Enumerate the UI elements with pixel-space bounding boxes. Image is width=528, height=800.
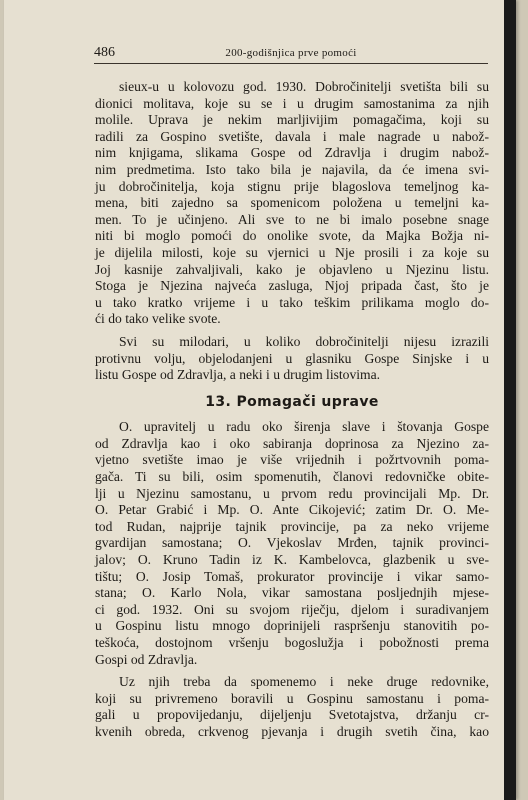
page-header [94,43,488,64]
text-line: gali u propovijedanju, dijeljenju Svetotajstva, držanju cr- [95,707,489,723]
text-line: stana; O. Karlo Nola, vikar samostana posljednjih mjese- [95,585,489,601]
text-line: sieux-u u kolovozu god. 1930. Dobročinitelji svetišta bili su [119,79,489,94]
text-line: Gospi od Zdravlja. [95,651,198,667]
text-line: gvardijan samostana; O. Vjekoslav Mrđen, tajnik provinci- [95,535,489,551]
text-line: lji u Njezinu samostanu, u prvom redu provincijali Mp. Dr. [95,485,489,501]
text-line: je dijelila milosti, koje su vjernici u Nje prosili i za koje su [95,244,489,260]
text-line: tištu; O. Josip Tomaš, prokurator provincije i vikar samo- [95,568,489,584]
text-line: molile. Uprava je nekim marljivijim pomagačima, koji su [95,112,489,128]
text-line: tod Rudan, najprije tajnik provincije, pa za neko vrijeme [95,518,489,534]
text-line: nim knjigama, slikama Gospe od Zdravlja i drugim nabož- [95,145,489,161]
text-line: nim predmetima. Isto tako bila je najavila, da će imena svi- [95,161,489,177]
page-number: 486 [94,45,115,60]
text-line: teškoća, dostojnom vršenju bogoslužja i pobožnosti prema [95,635,489,650]
section-heading: 13. Pomagači uprave [205,393,379,410]
text-line: mena, biti zajedno sa spomenicom položena u temeljni ka- [95,195,489,211]
book-page [4,0,516,800]
text-line: Svi su milodari, u koliko dobročinitelji nijesu izrazili [119,333,489,349]
text-line: niti bi moglo pomoći do onolike svote, da Majka Božja ni- [95,228,489,244]
text-line: koji su privremeno boravili u Gospinu samostanu i poma- [95,690,489,706]
text-line: Uz njih treba da spomenemo i neke druge redovnike, [119,674,489,690]
text-line: u Gospinu listu mnogo doprinijeli raspršenju stanovitih po- [95,618,489,634]
paragraph [95,674,489,740]
text-line: ći do tako velike svote. [95,311,221,327]
text-line: protivnu volju, objelodanjeni u glasniku Gospe Sinjske i u [95,350,489,366]
text-line: kvenih obreda, crkvenog pjevanja i drugih svetih čina, kao [95,723,489,739]
paragraph [95,419,489,668]
text-line: O. upravitelj u radu oko širenja slave i štovanja Gospe [119,419,489,435]
paragraph [95,79,489,328]
text-line: dionici molitava, koje su se i u drugim samostanima za njih [95,95,489,111]
text-line: ci god. 1932. Oni su svojom riječju, djelom i suradivanjem [95,601,489,617]
paragraph [95,334,489,384]
text-line: Stoga je Njezina najveća zasluga, Njoj pripada čast, što je [95,278,489,294]
text-line: listu Gospe od Zdravlja, a neki i u drugim listovima. [95,367,381,383]
text-line: O. Petar Grabić i Mp. O. Ante Cikojević; zatim Dr. O. Me- [95,502,489,518]
text-line: vjetno svetište imao je više vrijednih i požrtvovnih poma- [95,452,489,468]
page-body [95,79,489,741]
text-line: gača. Ti su bili, osim spomenutih, članovi redovničke obite- [95,469,489,485]
text-line: jalov; O. Kruno Tadin iz K. Kambelovca, glazbenik u sve- [95,552,489,568]
text-line: ju dobročinitelja, koja stignu prije blagoslova temeljnog ka- [95,178,489,194]
text-line: Joj kasnije zahvaljivali, kako je objavleno u Njezinu listu. [95,261,489,277]
text-line: od Zdravlja kao i oko sabiranja doprinosa za Njezino za- [95,435,489,451]
text-line: radili za Gospino svetište, davala i male nagrade u nabož- [95,128,489,144]
scan-edge [504,0,516,800]
text-line: u tako kratko vrijeme i u tako teškim prilikama moglo do- [95,294,489,310]
running-title: 200-godišnjica prve pomoći [225,47,357,59]
text-line: men. To je učinjeno. Ali sve to ne bi imalo posebne snage [95,211,489,227]
